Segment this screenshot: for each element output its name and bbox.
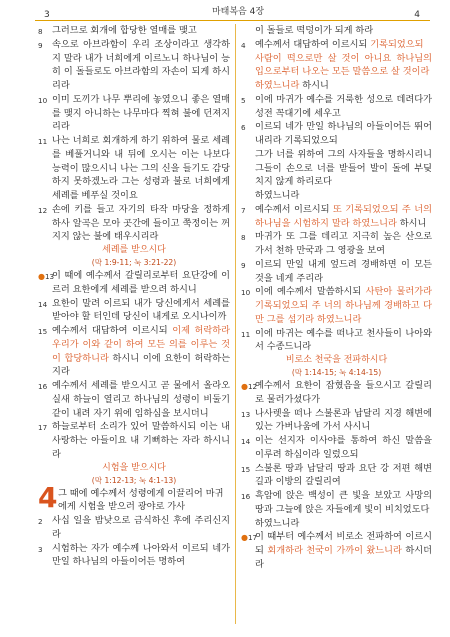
verse [241,120,432,148]
verse [38,514,230,542]
verse-number [241,39,246,53]
verse-text: 흑암에 앉은 백성이 큰 빛을 보았고 사망의 땅과 그늘에 앉은 자들에게 빛이 비치었도다 [255,490,432,515]
verse [38,269,230,297]
verse-number-text: 13 [241,409,251,419]
verse-text: 하시니 이에 요한이 허락하는지라 [52,352,231,378]
verse-text: 이르되 네가 만일 하나님의 아들이어든 뛰어내리라 기록되었으되 [255,121,432,146]
cross-reference: (막 1:12-13; 눅 4:1-13) [91,475,177,485]
verse-text: 그가 너를 위하여 그의 사자들을 명하시리니 그들이 손으로 너를 받들어 발이 돌에 부딪치지 않게 하리로다 [255,148,432,188]
words-of-jesus: 하였느니라 [255,80,300,91]
verse [38,93,230,134]
verse-number-text: 9 [241,260,246,270]
verse-number-text: 15 [38,327,48,336]
verse [38,134,230,203]
words-of-jesus: 이제 허락하라 우리가 이와 같이 하여 모든 의를 이루는 것이 합당하니라 [52,325,230,364]
verse-text: 예수께서 요한이 잡혔음을 들으시고 갈릴리로 물러가셨다가 [255,380,432,405]
verse-number-text: 11 [38,137,48,146]
verse [241,434,432,462]
words-of-jesus: 또 기록되었으되 주 너의 하나님을 시험하지 말라 하였느니라 [255,203,433,229]
verse [38,379,230,420]
verse-text: 하였느니라 [255,517,300,529]
verse-text: 이는 선지자 이사야를 통하여 하신 말씀을 이루려 하심이라 일렀으되 [255,435,432,460]
verse-text: 속으로 아브라함이 우리 조상이라고 생각하지 말라 내가 너희에게 이르노니 하나님이 능히 이 돌들로도 아브라함의 자손이 되게 하시리라 [52,38,230,91]
verse [38,38,230,93]
words-of-jesus: 사탄아 물러가라 기록되었으되 주 너의 하나님께 경배하고 다만 그를 섬기라 하였느니라 [255,286,432,325]
verse [241,52,432,80]
words-of-jesus: 회개하라 천국이 가까이 왔느니라 [267,545,402,556]
verse-text: 하였느니라 [255,190,300,201]
verse-text: 예수께서 세례를 받으시고 곧 물에서 올라오실새 하늘이 열리고 하나님의 성령이 비둘기같이 내려 자기 위에 임하심을 보시더니 [52,380,230,419]
verse-text: 그러므로 회개에 합당한 열매를 맺고 [52,25,197,36]
verse-number [38,325,47,339]
cross-reference: (막 1:14-15; 눅 4:14-15) [291,368,382,377]
verse-number-text: 16 [38,382,48,391]
verse-text: 나는 너희로 회개하게 하기 위하여 물로 세례를 베풀거니와 내 뒤에 오시는 이는 나보다 능력이 많으시니 나는 그의 신을 들기도 감당하지 못하겠노라 그는 성령과 불로 너희에게 세례를 베푸실 것이요 [52,135,230,201]
verse-number-text: 17 [247,533,258,543]
verse-number [241,259,246,273]
verse-number [241,328,250,342]
verse-text: 이에 마귀는 예수를 떠나고 천사들이 나아와서 수종드니라 [255,327,432,353]
verse [241,517,432,531]
verse [38,297,230,325]
verse-number-text: 14 [38,299,48,309]
verse-text: 스불론 땅과 납달리 땅과 요단 강 저편 해변 길과 이방의 갈릴리여 [255,462,432,488]
verse [38,542,230,570]
column-divider [235,24,236,624]
verse-number [38,380,47,394]
verse-number [38,135,47,149]
verse-number-text: 9 [38,40,43,50]
verse [241,38,432,52]
verse-number [38,94,47,108]
section-heading: 비로소 천국을 전파하시다 [285,355,388,365]
verse-number-text: 3 [38,544,43,554]
verse-number [241,204,246,218]
verse-text: 사십 일을 밤낮으로 금식하신 후에 주리신지라 [52,515,230,540]
verse-text: 이에 예수께서 말씀하시되 [255,286,366,298]
verse-number-text: 4 [241,40,246,50]
verse [38,324,230,379]
verse-text: 손에 키를 들고 자기의 타작 마당을 정하게 하사 알곡은 모아 곳간에 들이고 쭉정이는 꺼지지 않는 불에 태우시리라 [52,203,230,243]
verse [241,203,432,231]
paragraph-mark-icon: ● [241,533,248,543]
verse [241,489,432,517]
left-page-number: 3 [44,10,50,20]
verse-number [241,435,250,449]
verse-number [241,463,250,477]
verse-number-text: 15 [241,464,251,474]
verse [38,420,230,461]
verse-text: 이 돌들로 떡덩이가 되게 하라 [255,25,374,36]
verse [241,285,432,326]
verse-number [241,380,257,394]
verse-number-text: 7 [241,205,246,215]
verse-number [38,543,43,557]
verse [241,407,432,435]
verse [241,148,432,189]
verse-text: 예수께서 대답하여 이르시되 [52,325,173,336]
verse-number-text: 8 [241,233,246,243]
verse-number-text: 5 [241,95,246,105]
verse-text: 예수께서 이르시되 [255,203,333,215]
verse [241,93,432,121]
verse-text: 마귀가 또 그를 데리고 지극히 높은 산으로 가서 천하 만국과 그 영광을 보여 [255,231,432,256]
verse-text: 예수께서 대답하여 이르시되 [255,38,371,50]
verse-number [38,39,43,53]
verse-number [241,531,257,545]
verse-number-text: 14 [241,437,251,446]
verse-text: 하시니 [299,80,329,91]
verse-number-text: 2 [38,517,43,526]
chapter-number: 4 [38,480,58,514]
verse-number-text: 11 [241,329,251,339]
verse-number-text: 10 [241,288,251,298]
verse-number-text: 12 [247,382,258,391]
verse [241,379,432,407]
verse-number [38,421,47,435]
verse-text: 시험하는 자가 예수께 나아와서 이르되 네가 만일 하나님의 아들이어든 명하여 [52,542,230,568]
cross-reference: (막 1:9-11; 눅 3:21-22) [91,258,177,267]
verse-text: 이미 도끼가 나무 뿌리에 놓였으니 좋은 열매를 맺지 아니하는 나무마다 찍혀 불에 던져지리라 [52,93,230,133]
verse [241,189,432,203]
verse-text: 그 때에 예수께서 성령에게 이끌리어 마귀에게 시험을 받으러 광야로 가사 [58,487,224,513]
verse-number [241,231,246,245]
verse-number [241,94,246,108]
verse-text: 하시더라 [255,545,433,570]
header-divider [35,20,430,21]
verse-number [38,204,47,218]
verse-text: 하시니 [396,217,427,229]
right-page-number: 4 [414,10,420,20]
verse-number [38,298,47,312]
verse-number [38,515,43,529]
verse [241,327,432,355]
verse-number-text: 10 [38,95,48,105]
verse-number [38,270,54,284]
words-of-jesus: 사람이 떡으로만 살 것이 아니요 하나님의 입으로부터 나오는 모든 말씀으로 살 것이라 [255,52,432,78]
verse-text: 요한이 말려 이르되 내가 당신에게서 세례를 받아야 할 터인데 당신이 내게로 오시나이까 [52,297,230,323]
right-text-column [241,24,432,572]
verse-number-text: 17 [38,423,48,433]
verse [38,203,230,244]
words-of-jesus: 기록되었으되 [370,38,424,50]
verse [241,24,432,38]
verse-text: 나사렛을 떠나 스불론과 납달리 지경 해변에 있는 가버나움에 가서 사시니 [255,407,432,433]
verse [241,530,432,571]
chapter-title: 마태복음 4장 [211,7,265,17]
section-heading: 시험을 받으시다 [102,462,166,473]
verse-number-text: 13 [44,272,55,281]
section-heading: 세례를 받으시다 [102,245,166,255]
verse-number [241,490,250,504]
verse-number [38,25,43,39]
verse [241,79,432,93]
verse-number-text: 6 [241,123,246,133]
verse-text: 이 때부터 예수께서 비로소 전파하여 이르시되 [255,531,432,556]
verse-number [241,121,246,135]
verse-number-text: 16 [241,492,251,501]
verse-number [241,286,250,300]
verse [241,230,432,258]
verse [38,24,230,38]
verse-number-text: 8 [38,27,43,36]
verse [241,462,432,490]
verse-number-text: 12 [38,205,48,215]
verse-text: 하늘로부터 소리가 있어 말씀하시되 이는 내 사랑하는 아들이요 내 기뻐하는 자라 하시니라 [52,421,230,460]
left-text-column [38,24,230,569]
paragraph-mark-icon: ● [241,382,248,391]
verse [241,258,432,286]
verse-text: 이 때에 예수께서 갈릴리로부터 요단강에 이르러 요한에게 세례를 받으려 하시니 [52,270,230,295]
verse-text: 이르되 만일 내게 엎드려 경배하면 이 모든 것을 네게 주리라 [255,258,432,284]
paragraph-mark-icon: ● [38,272,45,281]
verse-text: 이에 마귀가 예수를 거룩한 성으로 데려다가 성전 꼭대기에 세우고 [255,93,432,119]
verse-number [241,408,250,422]
